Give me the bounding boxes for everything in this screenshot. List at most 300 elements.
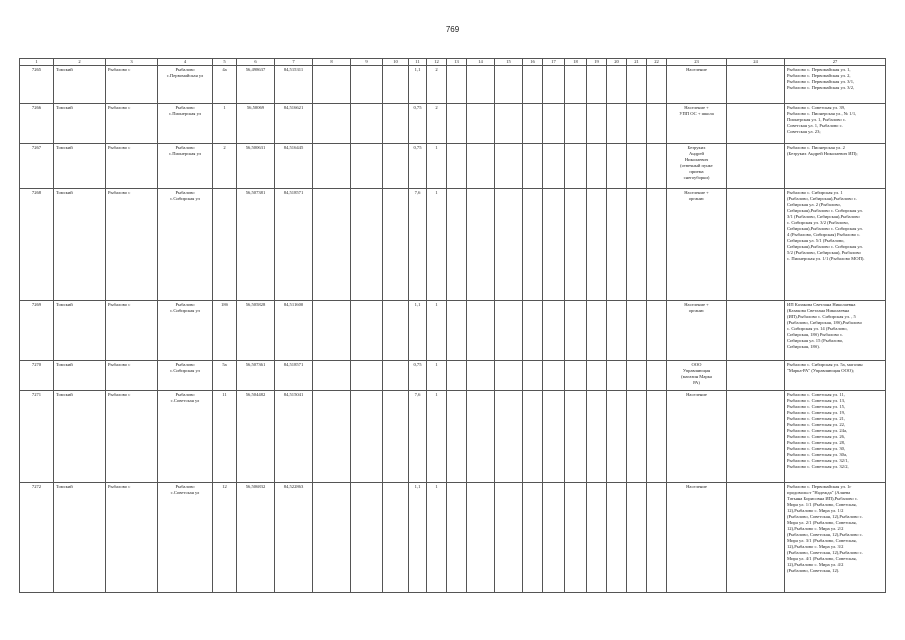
cell-line: (Рыбалово, Советская, 12). — [787, 568, 840, 573]
cell-c14 — [467, 104, 495, 144]
cell-line: (магазин Марка — [681, 374, 712, 379]
cell-c27 — [785, 144, 886, 189]
cell-line: 5/2 (Рыбалово, Сибирская), Рыбалово — [787, 250, 861, 255]
cell-c14 — [467, 66, 495, 104]
cell-line: с.Сибирская ул — [170, 308, 200, 313]
cell-c24 — [727, 301, 785, 361]
table-row — [20, 391, 886, 483]
cell-line: Рыбалово — [175, 392, 195, 397]
cell-c16 — [523, 301, 543, 361]
cell-c5: 11 — [213, 391, 237, 483]
cell-c16 — [523, 391, 543, 483]
cell-c1: 7271 — [20, 391, 54, 483]
cell-line: Население — [686, 67, 707, 72]
cell-c6: 56,505828 — [237, 301, 275, 361]
cell-c8 — [313, 301, 351, 361]
cell-c27 — [785, 301, 886, 361]
cell-c22 — [647, 189, 667, 301]
cell-c2: Томский — [54, 104, 106, 144]
column-header: 2 — [54, 59, 106, 66]
table-row — [20, 483, 886, 593]
cell-c20 — [607, 144, 627, 189]
cell-c9 — [351, 189, 383, 301]
cell-c17 — [543, 391, 565, 483]
cell-c18 — [565, 483, 587, 593]
cell-c20 — [607, 483, 627, 593]
cell-c12: 2 — [427, 104, 447, 144]
cell-c17 — [543, 361, 565, 391]
cell-line: ИП Казакова Светлана Николаевна — [787, 302, 856, 307]
cell-c14 — [467, 391, 495, 483]
cell-line: Рыбалово — [175, 302, 195, 307]
cell-line: Советская ул. 23; — [787, 129, 821, 134]
cell-c11: 0,75 — [409, 104, 427, 144]
cell-line: 12),Рыбалово с. Мира ул. 3/2 — [787, 544, 844, 549]
cell-c12: 1 — [427, 483, 447, 593]
cell-c24 — [727, 483, 785, 593]
cell-line: Рыбалово с. Советская ул. 30а, — [787, 452, 848, 457]
column-header: 14 — [467, 59, 495, 66]
cell-c10 — [383, 301, 409, 361]
cell-c1: 7268 — [20, 189, 54, 301]
cell-line: 12),Рыбалово с. Мира ул. 2/2 — [787, 526, 844, 531]
cell-c5: 5а — [213, 361, 237, 391]
cell-c3: Рыбалово с — [106, 483, 158, 593]
cell-line: снегоуборки) — [683, 175, 710, 180]
cell-c4 — [158, 361, 213, 391]
cell-c22 — [647, 144, 667, 189]
cell-c8 — [313, 391, 351, 483]
cell-line: (ИП),Рыбалово с. Сибирская ул. , 5 — [787, 314, 856, 319]
cell-c20 — [607, 104, 627, 144]
cell-c5: 12 — [213, 483, 237, 593]
cell-c1: 7267 — [20, 144, 54, 189]
table-row — [20, 144, 886, 189]
cell-c7: 84,511600 — [275, 301, 313, 361]
column-header: 6 — [237, 59, 275, 66]
cell-c21 — [627, 361, 647, 391]
column-header: 12 — [427, 59, 447, 66]
cell-line: ООО — [691, 362, 702, 367]
cell-c12: 2 — [427, 66, 447, 104]
cell-c15 — [495, 66, 523, 104]
column-header: 21 — [627, 59, 647, 66]
cell-c4 — [158, 391, 213, 483]
cell-c2: Томский — [54, 301, 106, 361]
cell-c18 — [565, 301, 587, 361]
column-header: 23 — [667, 59, 727, 66]
cell-c10 — [383, 104, 409, 144]
cell-c27 — [785, 361, 886, 391]
cell-c15 — [495, 483, 523, 593]
cell-c19 — [587, 361, 607, 391]
column-header: 27 — [785, 59, 886, 66]
cell-c2: Томский — [54, 483, 106, 593]
cell-c3: Рыбалово с — [106, 301, 158, 361]
cell-c14 — [467, 301, 495, 361]
cell-line: Рыбалово с. Первомайская ул. 3/2, — [787, 85, 855, 90]
cell-c22 — [647, 301, 667, 361]
cell-c15 — [495, 189, 523, 301]
cell-line: Сибирская),Рыбалово с. Сибирская ул. — [787, 208, 863, 213]
cell-c16 — [523, 189, 543, 301]
column-header: 15 — [495, 59, 523, 66]
cell-line: (отвечный пункт — [680, 163, 713, 168]
cell-line: Мира ул. 2/1 (Рыбалово, Советская, — [787, 520, 857, 525]
cell-c21 — [627, 144, 647, 189]
cell-c11: 0,75 — [409, 144, 427, 189]
cell-c19 — [587, 483, 607, 593]
cell-line: Рыбалово — [175, 362, 195, 367]
cell-c27 — [785, 104, 886, 144]
cell-c6: 56,50069 — [237, 104, 275, 144]
cell-c15 — [495, 104, 523, 144]
cell-line: Рыбалово с. Советская ул. 39, — [787, 105, 846, 110]
table-header-row — [20, 59, 886, 66]
cell-c6: 56,507381 — [237, 189, 275, 301]
cell-c21 — [627, 189, 647, 301]
cell-c23 — [667, 144, 727, 189]
cell-c20 — [607, 301, 627, 361]
cell-c13 — [447, 189, 467, 301]
cell-c23 — [667, 483, 727, 593]
cell-c10 — [383, 66, 409, 104]
cell-c9 — [351, 483, 383, 593]
cell-c13 — [447, 104, 467, 144]
cell-c17 — [543, 144, 565, 189]
cell-c5: 2 — [213, 144, 237, 189]
cell-line: Население + — [684, 190, 709, 195]
cell-c21 — [627, 391, 647, 483]
cell-line: Советская ул. 1, Рыбалово с. — [787, 123, 843, 128]
cell-c10 — [383, 483, 409, 593]
cell-c10 — [383, 391, 409, 483]
column-header: 7 — [275, 59, 313, 66]
cell-line: Рыбалово с. Советская ул. 11, — [787, 392, 845, 397]
cell-c4 — [158, 483, 213, 593]
cell-c27 — [785, 391, 886, 483]
cell-c4 — [158, 301, 213, 361]
cell-c22 — [647, 104, 667, 144]
column-header: 16 — [523, 59, 543, 66]
cell-c6: 56,506832 — [237, 483, 275, 593]
cell-c7: 84,516621 — [275, 104, 313, 144]
cell-c4 — [158, 104, 213, 144]
column-header: 8 — [313, 59, 351, 66]
cell-c22 — [647, 361, 667, 391]
cell-c3: Рыбалово с — [106, 189, 158, 301]
cell-c12: 1 — [427, 189, 447, 301]
cell-c8 — [313, 361, 351, 391]
cell-line: (Рыбалово, Советская, 12),Рыбалово с. — [787, 532, 863, 537]
cell-line: Рыбалово с. Советская ул. 30, — [787, 446, 846, 451]
cell-line: Рыбалово с. Советская ул. 22, — [787, 422, 846, 427]
cell-c27 — [785, 483, 886, 593]
column-header: 19 — [587, 59, 607, 66]
cell-c12: 1 — [427, 301, 447, 361]
cell-c13 — [447, 301, 467, 361]
cell-c19 — [587, 301, 607, 361]
cell-c8 — [313, 144, 351, 189]
cell-line: 3/1 (Рыбалово, Сибирская),Рыбалово — [787, 214, 860, 219]
cell-c18 — [565, 104, 587, 144]
cell-c9 — [351, 104, 383, 144]
cell-c7: 84,518571 — [275, 361, 313, 391]
cell-line: Рыбалово с. Сибирская ул. 1 — [787, 190, 843, 195]
cell-c6: 56,507361 — [237, 361, 275, 391]
cell-line: Управляющая — [682, 368, 711, 373]
cell-line: с.Сибирская ул — [170, 368, 200, 373]
table-row — [20, 66, 886, 104]
cell-c16 — [523, 361, 543, 391]
cell-c21 — [627, 301, 647, 361]
cell-line: органис — [688, 308, 705, 313]
cell-line: Николаевич — [684, 157, 709, 162]
cell-c5: 18б — [213, 301, 237, 361]
cell-c13 — [447, 144, 467, 189]
cell-c16 — [523, 483, 543, 593]
cell-c18 — [565, 66, 587, 104]
cell-c17 — [543, 189, 565, 301]
cell-c1: 7272 — [20, 483, 54, 593]
cell-line: Рыбалово с. Пионерская ул., № 1/1, — [787, 111, 857, 116]
cell-c19 — [587, 66, 607, 104]
cell-line: с.Советская ул — [170, 398, 200, 403]
cell-line: Рыбалово с. Советская ул. 13, — [787, 398, 846, 403]
cell-line: приема — [689, 169, 704, 174]
cell-line: Пионерская ул. 1, Рыбалово с. — [787, 117, 847, 122]
cell-c13 — [447, 361, 467, 391]
cell-c3: Рыбалово с — [106, 361, 158, 391]
cell-line: с.Пионерская ул — [169, 151, 201, 156]
cell-c7: 84,515311 — [275, 66, 313, 104]
cell-line: Сибирская ул. 2 (Рыбалово, — [787, 202, 842, 207]
column-header: 4 — [158, 59, 213, 66]
cell-c12: 1 — [427, 391, 447, 483]
cell-c22 — [647, 483, 667, 593]
cell-c2: Томский — [54, 189, 106, 301]
cell-c19 — [587, 104, 607, 144]
cell-c17 — [543, 301, 565, 361]
cell-c12: 1 — [427, 144, 447, 189]
cell-line: Сибирская, 18б). — [787, 344, 820, 349]
column-header: 11 — [409, 59, 427, 66]
cell-line: Мира ул. 1/1 (Рыбалово, Советская, — [787, 502, 857, 507]
cell-c1: 7266 — [20, 104, 54, 144]
cell-c7: 84,522863 — [275, 483, 313, 593]
cell-line: Население + — [684, 302, 709, 307]
cell-c8 — [313, 483, 351, 593]
cell-line: Рыбалово — [175, 190, 195, 195]
cell-line: Татьяна Борисовна ИП),Рыбалово с. — [787, 496, 859, 501]
cell-c13 — [447, 66, 467, 104]
cell-c3: Рыбалово с — [106, 104, 158, 144]
column-header: 24 — [727, 59, 785, 66]
cell-line: с. Сибирская ул. 3/2 (Рыбалово, — [787, 220, 849, 225]
cell-c24 — [727, 391, 785, 483]
cell-c15 — [495, 361, 523, 391]
cell-line: с.Первомайская ул — [166, 73, 204, 78]
cell-line: с.Пионерская ул — [169, 111, 201, 116]
cell-c11: 0,75 — [409, 361, 427, 391]
cell-line: Сибирская ул. 5/1 (Рыбалово, — [787, 238, 845, 243]
cell-line: Население — [686, 484, 707, 489]
cell-line: Рыбалово с. Советская ул. 24а, — [787, 428, 848, 433]
cell-c10 — [383, 189, 409, 301]
table-body — [20, 66, 886, 593]
cell-line: Мира ул. 4/1 (Рыбалово, Советская, — [787, 556, 857, 561]
cell-c9 — [351, 391, 383, 483]
cell-line: (Безруких Андрей Николаевич ИП); — [787, 151, 858, 156]
cell-line: с.Сибирская ул — [170, 196, 200, 201]
page-number: 769 — [445, 25, 460, 34]
cell-line: Сибирская ул. 15 (Рыбалово, — [787, 338, 844, 343]
column-header: 3 — [106, 59, 158, 66]
cell-c4 — [158, 189, 213, 301]
cell-c7: 84,515041 — [275, 391, 313, 483]
cell-line: Рыбалово с. Сибирская ул. 5а, магазин — [787, 362, 863, 367]
cell-line: Рыбалово с. Советская ул. 32/2, — [787, 464, 849, 469]
cell-line: Рыбалово с. Советская ул. 19, — [787, 410, 846, 415]
cell-c5: 4а — [213, 66, 237, 104]
cell-line: с. Сибирская ул. 14 (Рыбалово, — [787, 326, 848, 331]
cell-line: Сибирская, 18б) Рыбалово с. — [787, 332, 844, 337]
column-header: 18 — [565, 59, 587, 66]
cell-c2: Томский — [54, 144, 106, 189]
cell-c14 — [467, 361, 495, 391]
cell-line: "Марка-РА" (Управляющая ООО); — [787, 368, 855, 373]
cell-c1: 7265 — [20, 66, 54, 104]
cell-c16 — [523, 66, 543, 104]
cell-c14 — [467, 144, 495, 189]
cell-c2: Томский — [54, 66, 106, 104]
cell-line: Сибирская),Рыбалово с. Сибирская ул. — [787, 244, 863, 249]
cell-c22 — [647, 391, 667, 483]
column-header: 10 — [383, 59, 409, 66]
cell-c3: Рыбалово с — [106, 144, 158, 189]
cell-c23 — [667, 189, 727, 301]
cell-c4 — [158, 66, 213, 104]
cell-c8 — [313, 189, 351, 301]
cell-c15 — [495, 391, 523, 483]
cell-c18 — [565, 391, 587, 483]
cell-c11: 1,1 — [409, 66, 427, 104]
cell-line: (Рыбалово, Сибирская),Рыбалово с. — [787, 196, 857, 201]
cell-line: Рыбалово с. Первомайская ул. 3/1, — [787, 79, 855, 84]
cell-line: Рыбалово с. Первомайская ул. 2, — [787, 73, 851, 78]
cell-c6: 56,504482 — [237, 391, 275, 483]
cell-c21 — [627, 104, 647, 144]
table-row — [20, 361, 886, 391]
cell-c9 — [351, 301, 383, 361]
cell-c11: 7,6 — [409, 391, 427, 483]
column-header: 22 — [647, 59, 667, 66]
cell-c23 — [667, 301, 727, 361]
cell-c3: Рыбалово с — [106, 391, 158, 483]
cell-line: РА) — [693, 380, 700, 385]
cell-line: 12),Рыбалово с. Мира ул. 1/2 — [787, 508, 844, 513]
cell-c20 — [607, 66, 627, 104]
cell-c27 — [785, 189, 886, 301]
table-row — [20, 189, 886, 301]
cell-c24 — [727, 66, 785, 104]
cell-line: Рыбалово — [175, 67, 195, 72]
cell-c27 — [785, 66, 886, 104]
cell-line: Рыбалово — [175, 105, 195, 110]
cell-c2: Томский — [54, 391, 106, 483]
cell-c19 — [587, 189, 607, 301]
cell-c24 — [727, 144, 785, 189]
cell-line: органис — [688, 196, 705, 201]
cell-c3: Рыбалово с — [106, 66, 158, 104]
cell-c24 — [727, 189, 785, 301]
column-header: 17 — [543, 59, 565, 66]
cell-line: Рыбалово с. Первомайская ул. 1, — [787, 67, 851, 72]
cell-c4 — [158, 144, 213, 189]
cell-c9 — [351, 361, 383, 391]
cell-c20 — [607, 391, 627, 483]
cell-line: Население + — [684, 105, 709, 110]
cell-c14 — [467, 189, 495, 301]
cell-line: продовольст "Надежда" (Аляева — [787, 490, 851, 495]
cell-c11: 1,1 — [409, 301, 427, 361]
cell-c23 — [667, 361, 727, 391]
cell-c23 — [667, 104, 727, 144]
cell-c20 — [607, 361, 627, 391]
cell-c17 — [543, 483, 565, 593]
cell-c18 — [565, 144, 587, 189]
cell-line: Рыбалово с. Пионерская ул. 2 — [787, 145, 845, 150]
cell-c21 — [627, 483, 647, 593]
cell-c12: 1 — [427, 361, 447, 391]
cell-c11: 1,1 — [409, 483, 427, 593]
cell-line: Рыбалово с. Советская ул. 26, — [787, 434, 846, 439]
cell-line: (Рыбалово, Сибирская, 18б),Рыбалово — [787, 320, 862, 325]
cell-line: Рыбалово с. Советская ул. 21, — [787, 416, 846, 421]
cell-line: Население — [686, 392, 707, 397]
cell-c7: 84,516445 — [275, 144, 313, 189]
cell-c13 — [447, 483, 467, 593]
cell-c5 — [213, 189, 237, 301]
cell-c14 — [467, 483, 495, 593]
cell-c17 — [543, 104, 565, 144]
cell-c6: 56,498637 — [237, 66, 275, 104]
cell-c10 — [383, 361, 409, 391]
cell-line: с.Советская ул — [170, 490, 200, 495]
cell-c8 — [313, 104, 351, 144]
table-row — [20, 301, 886, 361]
column-header: 20 — [607, 59, 627, 66]
cell-c7: 84,518571 — [275, 189, 313, 301]
cell-c2: Томский — [54, 361, 106, 391]
cell-line: Рыбалово — [175, 484, 195, 489]
cell-c16 — [523, 104, 543, 144]
column-header: 13 — [447, 59, 467, 66]
cell-line: Рыбалово с. Советская ул. 15, — [787, 404, 846, 409]
cell-c22 — [647, 66, 667, 104]
cell-c18 — [565, 361, 587, 391]
cell-line: Сибирская),Рыбалово с. Сибирская ул. — [787, 226, 863, 231]
cell-c15 — [495, 144, 523, 189]
cell-c23 — [667, 391, 727, 483]
cell-line: Безруких — [687, 145, 706, 150]
cell-c24 — [727, 104, 785, 144]
registry-table — [19, 58, 886, 593]
column-header: 5 — [213, 59, 237, 66]
cell-c1: 7270 — [20, 361, 54, 391]
cell-line: УПП ОС + школа — [679, 111, 714, 116]
cell-c9 — [351, 66, 383, 104]
